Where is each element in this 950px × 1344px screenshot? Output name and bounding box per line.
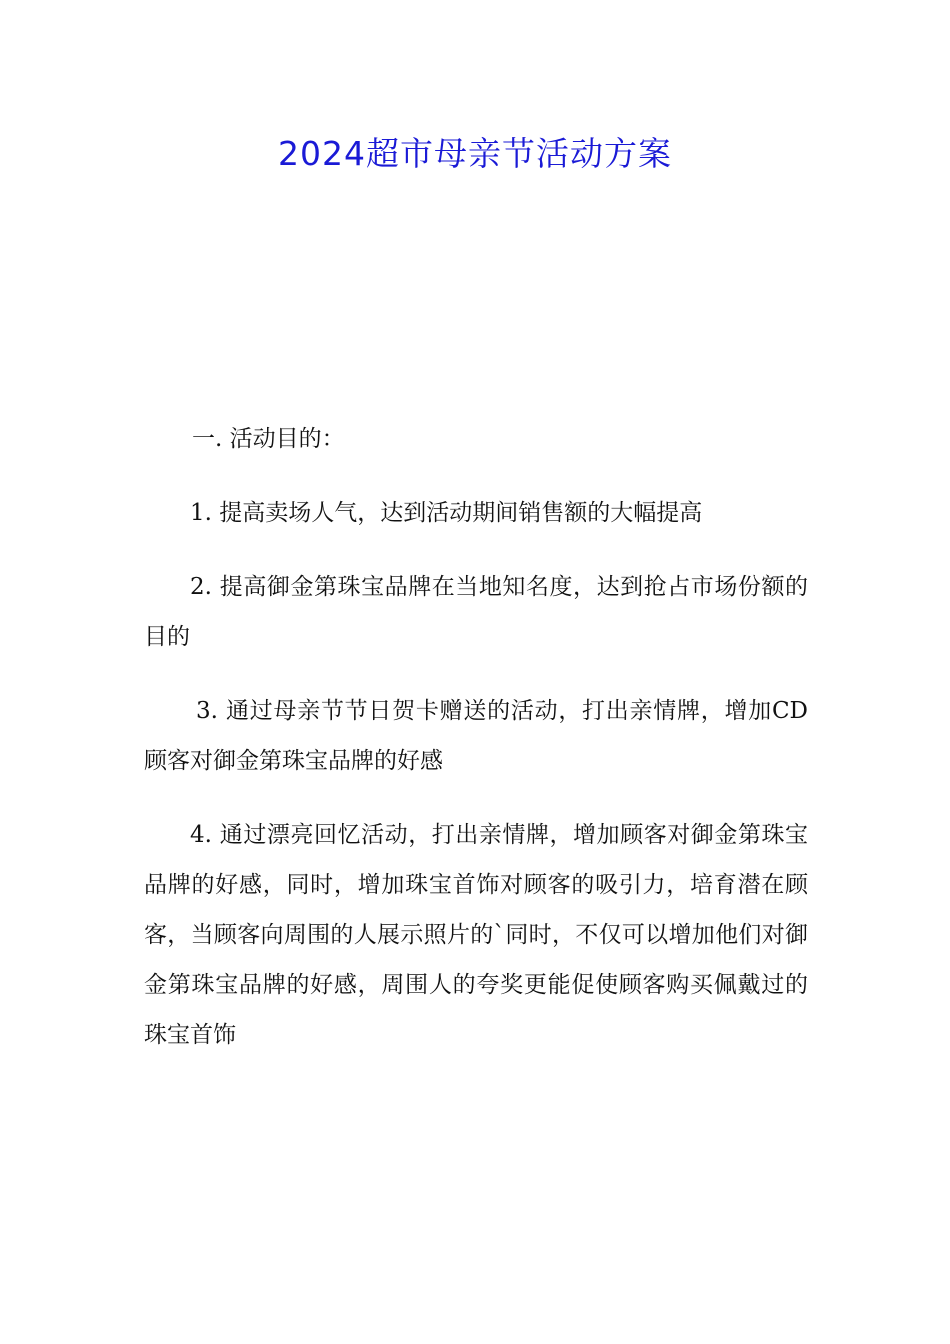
paragraph-item-4: 4. 通过漂亮回忆活动，打出亲情牌，增加顾客对御金第珠宝品牌的好感，同时，增加珠宝首饰对顾客的吸引力，培育潜在顾客，当顾客向周围的人展示照片的`同时，不仅可以增加他们对御金第珠宝品牌的好感，周围人的夸奖更能促使顾客购买佩戴过的珠宝首饰 — [144, 822, 808, 1048]
paragraph-item-2: 2. 提高御金第珠宝品牌在当地知名度，达到抢占市场份额的目的 — [144, 574, 808, 650]
document-body — [144, 414, 808, 1084]
paragraph-item-1: 1. 提高卖场人气，达到活动期间销售额的大幅提高 — [190, 500, 703, 526]
section-heading: 一. 活动目的： — [192, 426, 345, 452]
paragraph-item-3: 3. 通过母亲节节日贺卡赠送的活动，打出亲情牌，增加CD顾客对御金第珠宝品牌的好感 — [144, 698, 808, 774]
document-title: 2024超市母亲节活动方案 — [278, 134, 672, 173]
